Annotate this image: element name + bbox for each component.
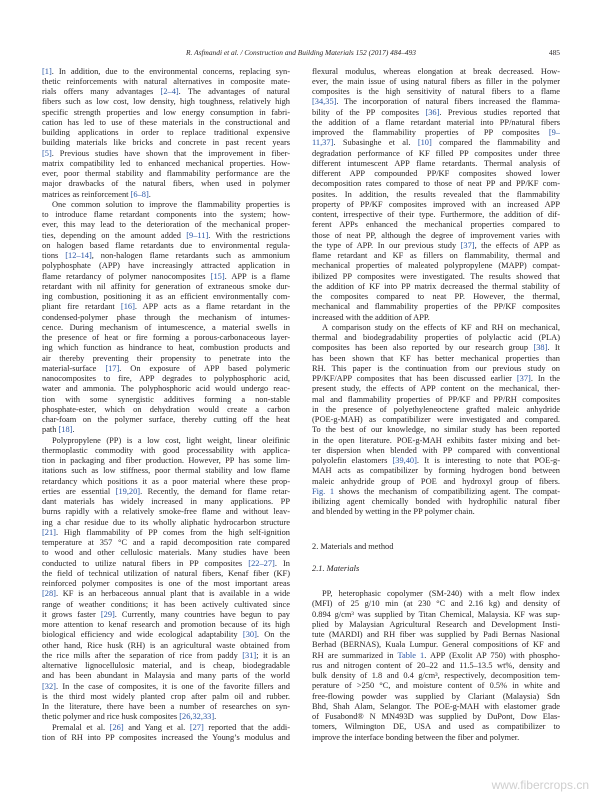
text-line: tion in packaging and fiber production. However, PP has some lim-: [42, 456, 290, 465]
text-line: alternative lignocellulosic material, and is cheap, biodegradable: [42, 661, 290, 670]
right-column: [312, 67, 560, 743]
text-line: mechanical properties of maleated polypropylene (MAPP) compat-: [312, 261, 560, 271]
text-line: tion with some synergistic additives forming a non-stable: [42, 394, 290, 404]
citation-link[interactable]: [26,32,33]: [179, 712, 215, 722]
text-line: in the open literature. POE-g-MAH exhibits faster mixing and bet-: [312, 435, 560, 445]
text-line: In the literature, there have been a number of researches on syn-: [42, 702, 290, 711]
text-line: the addition of KF into PP matrix decreased the thermal stability of: [312, 281, 560, 291]
left-column: [42, 67, 290, 744]
citation-link[interactable]: [12–14]: [65, 251, 92, 260]
text-line: erties are essential [19,20]. Recently, the demand for flame retar-: [42, 486, 290, 496]
text-line: (MFI) of 25 g/10 min (at 230 °C and 2.16 kg) and density of: [312, 599, 560, 609]
citation-link[interactable]: [32]: [42, 681, 56, 691]
text-line: tions [12–14], non-halogen flame retardants such as ammonium: [42, 251, 290, 260]
page-number: 485: [548, 47, 560, 57]
text-line: present study, the effects of APP content on the mechanical, ther-: [312, 384, 560, 394]
text-line: PP/KF/APP composites that has been discussed earlier [37]. In the: [312, 374, 560, 383]
citation-link[interactable]: [22–27]: [248, 558, 275, 568]
running-title: R. Asfmandi et al. / Construction and Building Materials 152 (2017) 484–493: [186, 47, 416, 57]
text-line: it grows faster [29]. Currently, many countries have begun to pay: [42, 609, 290, 619]
text-line: building materials like bricks and concrete in past recent years: [42, 138, 290, 148]
text-line: pliant fire retardant [16]. APP acts as a flame retardant in the: [42, 302, 291, 312]
right-column-body: [312, 67, 560, 518]
text-line: flame retardancy of polymer nanocomposites [15]. APP is a flame: [42, 271, 290, 281]
paragraph: [42, 67, 290, 200]
text-line: more attention to kenaf research and promotion because of its high: [42, 620, 290, 629]
citation-link[interactable]: [19,20]: [115, 486, 141, 496]
text-line: rials offers many advantages [2–4]. The advantages of natural: [42, 87, 290, 96]
text-line: Polypropylene (PP) is a low cost, light weight, linear oleifinic: [52, 435, 290, 445]
text-line: range of weather conditions; it has been actively cultivated since: [42, 599, 290, 609]
text-line: material-surface [17]. On exposure of APP based polymeric: [42, 363, 290, 373]
citation-link[interactable]: [9–11]: [186, 230, 209, 240]
text-line: (POE-g-MAH) as compatibilizer were investigated and compared.: [312, 415, 560, 424]
text-line: has been shown that KF has better mechanical properties than: [312, 353, 560, 363]
citation-link[interactable]: [5]: [42, 148, 52, 158]
text-line: ing which function as hindrance to heat, combustion products and: [42, 343, 290, 353]
text-line: To the best of our knowledge, no similar study has been reported: [312, 425, 560, 435]
text-line: perature of >250 °C, and moisture content of 0.5% in white and: [312, 681, 560, 691]
text-line: matrix compatibility led to enhanced mechanical properties. How-: [42, 158, 290, 168]
text-line: conducted to utilize natural fibers in PP composites [22–27]. In: [42, 558, 290, 568]
text-line: temperature at 357 °C and a rapid decomposition rate compared: [42, 538, 290, 547]
text-line: property of PP/KF composites improved with an increased APP: [312, 199, 560, 209]
text-line: thetic polymer and rice husk composites [26,32,33].: [42, 712, 217, 722]
text-line: cence. During mechanism of intumescence, a material swells in: [42, 322, 290, 332]
text-line: degradation performance of KF filled PP composites under three: [312, 148, 560, 158]
text-line: improve the interface bonding between the fiber and polymer.: [312, 732, 520, 742]
text-line: retardant with nil affinity for generation of extraneous smoke dur-: [42, 281, 290, 291]
citation-link[interactable]: [26]: [109, 722, 124, 732]
subsection-heading: 2.1. Materials: [312, 563, 360, 573]
text-line: Fig. 1 shows the mechanism of compatibilizing agent. The compat-: [312, 486, 560, 496]
text-line: char-foam on the polymer surface, thereby cutting off the heat: [42, 415, 290, 424]
text-line: content, irrespective of their type. Furthermore, the addition of dif-: [312, 210, 560, 219]
text-line: air thereby preventing their propensity to penetrate into the: [42, 353, 290, 363]
text-line: polyolefin elastomers [39,40]. It is interesting to note that POE-g-: [312, 456, 560, 465]
text-line: MAH acts as compatibilizer by forming hydrogen bond between: [312, 466, 560, 476]
text-line: is the third most widely planted crop after palm oil and rubber.: [42, 691, 290, 701]
citation-link[interactable]: [38]: [533, 343, 548, 353]
text-line: increased with the addition of APP.: [312, 312, 430, 322]
citation-link[interactable]: [15]: [210, 271, 225, 281]
text-line: thermoplastic commodity with good processability with applica-: [42, 445, 290, 455]
text-line: burns rapidly with a relatively smoke-free flame and without leav-: [42, 507, 290, 517]
text-line: flame retardant and KF as fillers on flammability, thermal and: [312, 251, 560, 260]
text-line: Bhd, Shah Alam, Selangor. The POE-g-MAH with elastomer grade: [312, 701, 560, 711]
citation-link[interactable]: [31]: [242, 650, 257, 660]
text-line: bulk density of 1.8 and 0.4 g/cm³, respectively, decomposition tem-: [312, 671, 560, 681]
text-line: free-flowing powder was supplied by Clariant (Malaysia) Sdn: [312, 691, 560, 701]
text-line: improved the flammability properties of PP composites [9–: [312, 128, 560, 137]
text-line: [32]. In the case of composites, it is one of the favorite fillers and: [42, 681, 290, 691]
text-line: path [18].: [42, 425, 75, 435]
citation-link[interactable]: [9–: [548, 128, 560, 137]
text-line: ferent APPs enhanced the mechanical properties compared to: [312, 220, 560, 230]
materials-body: [312, 589, 560, 743]
text-line: RH. This paper is the continuation from our previous study on: [312, 363, 560, 373]
text-line: thermal and biodegradability properties of polylactic acid (PLA): [312, 333, 560, 342]
text-line: bility of the PP composites [36]. Previous studies reported that: [312, 107, 561, 117]
text-line: the field of technical utilization of natural fibers, Kenaf fiber (KF): [42, 568, 290, 578]
watermark: www.fibercrops.cn: [491, 778, 589, 792]
text-line: biological efficiency and wide ecological adaptability [30]. On the: [42, 630, 291, 640]
paragraph: [42, 200, 290, 436]
text-line: RH are summarized in Table 1. APP (Exolit AP 750) with phospho-: [312, 650, 561, 660]
text-line: polyphosphate (APP) have increasingly attracted application in: [42, 261, 290, 271]
text-line: the presence of heat or fire forming a porous-carbonaceous layer-: [42, 333, 290, 342]
text-line: plied by Malaysian Agricultural Research and Development Insti-: [312, 619, 560, 629]
text-line: cation has led to use of these materials in the constructional and: [42, 117, 290, 127]
citation-link[interactable]: [29]: [100, 609, 115, 619]
text-line: composites is the high sensitivity of natural fibers to a flame: [312, 87, 560, 96]
text-line: and has been abundant in Malaysia and many parts of the world: [42, 671, 290, 681]
text-line: the addition of a flame retardant material into PP/natural fibers: [312, 117, 560, 127]
section-heading: 2. Materials and method: [312, 541, 394, 551]
text-line: tion of RH into PP composites increased the Young’s modulus and: [42, 732, 290, 742]
citation-link[interactable]: [16]: [120, 302, 135, 312]
text-line: the rice mills after the separation of rice from paddy [31]; it is an: [42, 650, 290, 660]
citation-link[interactable]: [2–4]: [160, 87, 179, 96]
text-line: ing combustion, positioning it as an efficient environmentally com-: [42, 292, 290, 301]
text-line: Premalal et al. [26] and Yang et al. [27] reported that the addi-: [52, 722, 291, 732]
text-line: ing a char residue due to its wholly aliphatic hydrocarbon structure: [42, 517, 290, 527]
text-line: itations such as low stiffness, poor thermal stability and low flame: [42, 466, 290, 476]
citation-link[interactable]: [37]: [516, 374, 531, 383]
text-line: of Fusabond® N MN493D was supplied by DuPont, Dow Elas-: [312, 712, 560, 722]
text-line: in the presence of polyethyleneoctene grafted maleic anhydride: [312, 404, 560, 414]
text-line: and blended by wetting in the PP polymer chain.: [312, 507, 475, 517]
citation-link[interactable]: [39,40]: [392, 456, 417, 465]
text-line: composites has been also reported by our research group [38]. It: [312, 343, 560, 353]
paragraph: [42, 436, 290, 723]
text-line: ever, this may lead to the deterioration of the mechanical proper-: [42, 220, 290, 230]
text-line: [1]. In addition, due to the environmental concerns, replacing syn-: [42, 66, 290, 76]
text-line: posites. In addition, the results revealed that the flammability: [312, 189, 560, 199]
text-line: the type of APP. In our previous study [37], the effects of APP as: [312, 240, 560, 250]
text-line: mechanical and flammability properties of the PP/KF composites: [312, 302, 560, 312]
text-line: [21]. High flammability of PP comes from the high self-ignition: [42, 527, 290, 537]
text-line: One common solution to improve the flammability properties is: [52, 199, 290, 209]
text-line: to introduce flame retardant components into the system; how-: [42, 210, 290, 219]
text-line: condensed-polymer phase through the mechanism of intumes-: [42, 312, 290, 322]
text-line: retardancy which positions it as a poor material where these prop-: [42, 476, 290, 486]
citation-link[interactable]: [30]: [242, 630, 257, 640]
text-line: building applications in order to replace traditional expensive: [42, 128, 290, 137]
citation-link[interactable]: [27]: [189, 722, 204, 732]
citation-link[interactable]: [6–8]: [130, 189, 149, 199]
text-line: A comparison study on the effects of KF and RH on mechanical,: [322, 322, 560, 332]
text-line: ibilized PP composites were investigated. The results showed that: [312, 271, 560, 281]
text-line: major drawbacks of the natural fibers, when used in polymer: [42, 179, 290, 189]
paragraph: [42, 723, 290, 744]
citation-link[interactable]: [18]: [58, 425, 73, 435]
text-line: specific strength properties and low energy consumption in fabri-: [42, 107, 290, 117]
text-line: fibers such as low cost, low density, high toughness, relatively high: [42, 97, 290, 107]
citation-link[interactable]: [37]: [460, 240, 475, 250]
text-line: PP, heterophasic copolymer (SM-240) with a melt flow index: [322, 589, 560, 599]
citation-link[interactable]: Fig. 1: [312, 486, 335, 496]
text-line: tomers, Wilmington DE, USA and used as compatibilizer to: [312, 722, 560, 732]
citation-link[interactable]: [17]: [105, 363, 120, 373]
paragraph: [312, 589, 560, 743]
text-line: the composites compared to neat PP. However, the thermal,: [312, 292, 560, 301]
text-line: [28]. KF is an herbaceous annual plant that is available in a wide: [42, 589, 290, 599]
text-line: [34,35]. The incorporation of natural fibers increased the flamma-: [312, 97, 560, 107]
citation-link[interactable]: Table 1: [397, 650, 425, 660]
text-line: water and ammonia. The polyphosphoric acid would undergo reac-: [42, 384, 290, 394]
text-line: on halogen based flame retardants due to environmental regula-: [42, 240, 290, 250]
text-line: maleic anhydride group of POE and hydroxyl group of fibers.: [312, 476, 560, 486]
text-line: dant materials has widely increased in many applications. PP: [42, 497, 290, 506]
citation-link[interactable]: [10]: [417, 138, 432, 148]
text-line: mal and flammability properties of PP/KF and PP/RH composites: [312, 394, 560, 404]
text-line: different intumescent APP flame retardants. Thermal analysis of: [312, 158, 560, 168]
text-line: reinforced polymer composites is one of the most important areas: [42, 579, 290, 588]
text-line: 11,37]. Subasinghe et al. [10] compared the flammability and: [312, 138, 560, 148]
text-line: other hand, Rice husk (RH) is an agricultural waste obtained from: [42, 640, 290, 650]
citation-link[interactable]: [34,35]: [312, 97, 337, 107]
text-line: phosphate-ester, which on dehydration would create a carbon: [42, 404, 290, 414]
citation-link[interactable]: [21]: [42, 527, 56, 537]
text-line: [5]. Previous studies have shown that the improvement in fiber-: [42, 148, 290, 158]
text-line: matrices as reinforcement [6–8].: [42, 189, 151, 199]
citation-link[interactable]: 11,37]: [312, 138, 334, 148]
citation-link[interactable]: [28]: [42, 589, 56, 599]
text-line: ties, depending on the amount added [9–11]. With the restrictions: [42, 230, 291, 240]
text-line: thetic reinforcements with natural alternatives in composite mate-: [42, 76, 290, 86]
text-line: ever, poor thermal stability and flammability performance are the: [42, 169, 290, 178]
text-line: ibilizing agent chemically bonded with hydrophilic natural fiber: [312, 497, 560, 506]
text-line: those of neat PP, although the degree of improvement varies with: [312, 230, 560, 240]
citation-link[interactable]: [36]: [425, 107, 440, 117]
text-line: rus and nitrogen content of 20–22 and 11.5–13.5 wt%, density and: [312, 660, 560, 670]
text-line: to wood and other cellulosic materials. Many studies have been: [42, 548, 290, 558]
text-line: Berhad (BERNAS), Kuala Lumpur. General compositions of KF and: [312, 640, 560, 650]
text-line: different APP compounded PP/KF composites showed lower: [312, 169, 560, 178]
paragraph: [312, 67, 560, 323]
text-line: ever, the main issue of using natural fibers as filler in the polymer: [312, 76, 560, 86]
text-line: tute (MARDI) and RH fiber was supplied by Padi Bernas Nasional: [312, 630, 560, 640]
text-line: nanocomposites to fire, APP degrades to polyphosphoric acid,: [42, 374, 290, 383]
text-line: decomposition rates compared to those of neat PP and PP/KF com-: [312, 179, 560, 189]
citation-link[interactable]: [1]: [42, 66, 52, 76]
text-line: ter dispersion when blended with PP compared with conventional: [312, 445, 560, 455]
paragraph: [312, 323, 560, 518]
text-line: flexural modulus, whereas elongation at break decreased. How-: [312, 66, 560, 76]
text-line: 0.894 g/cm³ was supplied by Titan Chemical, Malaysia. KF was sup-: [312, 609, 560, 619]
